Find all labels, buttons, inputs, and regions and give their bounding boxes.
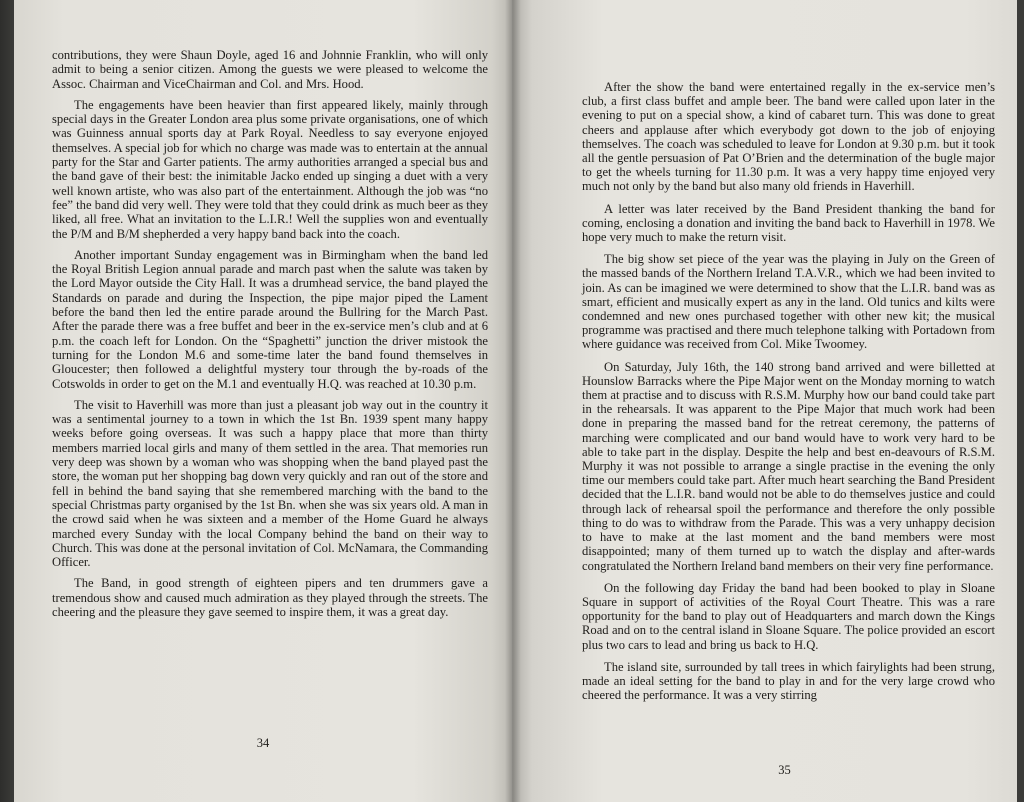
left-paragraph-1: contributions, they were Shaun Doyle, aged 16 and Johnnie Franklin, who will only admit to being a senior citizen. Among the guests we were pleased to welcome the Assoc. Chairman and ViceChairman and Col. and Mrs. Hood. bbox=[52, 48, 488, 91]
left-paragraph-5: The Band, in good strength of eighteen pipers and ten drummers gave a tremendous show and caused much admiration as they played through the streets. The cheering and the pleasure they gave seemed to inspire them, it was a great day. bbox=[52, 576, 488, 619]
left-paragraph-3: Another important Sunday engagement was in Birmingham when the band led the Royal British Legion annual parade and march past when the salute was taken by the Lord Mayor outside the City Hall. It was a drumhead service, the band played the Standards on parade and during the Inspection, the pipe major piped the Lament before the band then led the entire parade around the Bullring for the March Past. After the parade there was a free buffet and beer in the ex-service men’s club and at 6 p.m. the coach left for London. On the “Spaghetti” junction the driver mistook the turning for the London M.6 and some-time later the band found themselves in Gloucester; then followed a delightful mystery tour through the by-roads of the Cotswolds in order to get on the M.1 and eventually H.Q. was reached at 10.30 p.m. bbox=[52, 247, 488, 391]
right-paragraph-2: A letter was later received by the Band President thanking the band for coming, enclosing a donation and inviting the band back to Haverhill in 1978. We hope very much to make the return visit. bbox=[582, 201, 995, 245]
right-paragraph-6: The island site, surrounded by tall trees in which fairylights had been strung, made an ideal setting for the band to play in and for the very large crowd who cheered the performance. It was a very stirring bbox=[582, 659, 995, 703]
left-paragraph-2: The engagements have been heavier than first appeared likely, mainly through special days in the Greater London area plus some private organisations, one of which was Guinness annual sports day at Park Royal. Needless to say everyone enjoyed themselves. A special job for which no charge was made was to entertain at the annual party for the Star and Garter patients. The army authorities arranged a special bus and the band gave of their best: the inimitable Jacko ended up singing a duet with a very well known artiste, who was also part of the entertainment. Although the job was “no fee” the band did very well. They were told that they could drink as much beer as they liked, all free. What an invitation to the L.I.R.! Well the supplies won and eventually the P/M and B/M shepherded a very happy band back into the coach. bbox=[52, 97, 488, 241]
right-page-number: 35 bbox=[778, 763, 791, 777]
left-page bbox=[14, 0, 512, 802]
right-paragraph-3: The big show set piece of the year was the playing in July on the Green of the massed bands of the Northern Ireland T.A.V.R., which we had been invited to join. As can be imagined we were determined to show that the L.I.R. band was as smart, efficient and musically expert as any in the land. Old tunics and kilts were condemned and new ones purchased together with other new kit; the musical programme was practised and there much telephone talking with Portadown from where guidance was received from Col. Mike Twoomey. bbox=[582, 252, 995, 352]
right-page bbox=[512, 0, 1017, 802]
left-page-number: 34 bbox=[256, 736, 270, 750]
right-paragraph-4: On Saturday, July 16th, the 140 strong band arrived and were billetted at Hounslow Barracks where the Pipe Major went on the Monday morning to watch them at practise and to discuss with R.S.M. Murphy how our band could take part in the rehearsals. It was apparent to the Pipe Major that much work had been done in preparing the massed band for the retreat ceremony, the patterns of marching were complicated and our band would have to work very hard to be able to take part in the display. Despite the help and best en-deavours of R.S.M. Murphy it was not possible to arrange a single practise in the evening the only time our members could take part. After much heart searching the Band President decided that the L.I.R. band would not be able to do themselves justice and could through lack of rehearsal spoil the performance and therefore the only possible thing to do was to withdraw from the Parade. This was a very unhappy decision to have to make at the last moment and the band members were most disappointed; many of them turned up to watch the display and after-wards congratulated the Northern Ireland band members on their very fine performance. bbox=[582, 359, 995, 573]
right-paragraph-1: After the show the band were entertained regally in the ex-service men’s club, a first class buffet and ample beer. The band were called upon later in the evening to put on a special show, a kind of cabaret turn. This was done to great cheers and applause after which everybody got down to the job of enjoying themselves. The coach was scheduled to leave for London at 9.30 p.m. but it took all the gentle persuasion of Pat O’Brien and the determination of the bugle major to get the wheels turning for 11.30 p.m. It was a very happy time enjoyed very much not only by the band but also many old friends in Haverhill. bbox=[582, 80, 995, 194]
left-paragraph-4: The visit to Haverhill was more than just a pleasant job way out in the country it was a sentimental journey to a town in which the 1st Bn. 1939 spent many happy weeks before going overseas. It was such a happy place that more than thirty members married local girls and many of them settled in the area. That memories run very deep was shown by a woman who was shopping when the band played past the store, the woman put her shopping bag down very quickly and ran out of the store and fell in behind the band saying that she remembered marching with the band to the special Christmas party organised by the 1st Bn. when she was six years old. A man in the crowd said when he was sixteen and a member of the Home Guard he always marched every Sunday with the local Company behind the band on their way to Church. This was done at the personal invitation of Col. McNamara, the Commanding Officer. bbox=[52, 397, 488, 570]
right-paragraph-5: On the following day Friday the band had been booked to play in Sloane Square in support of activities of the Royal Court Theatre. This was a rare opportunity for the band to play out of Headquarters and march down the Kings Road and on to the central island in Sloane Square. The police provided an escort plus two cars to lead and bring us back to H.Q. bbox=[582, 580, 995, 652]
